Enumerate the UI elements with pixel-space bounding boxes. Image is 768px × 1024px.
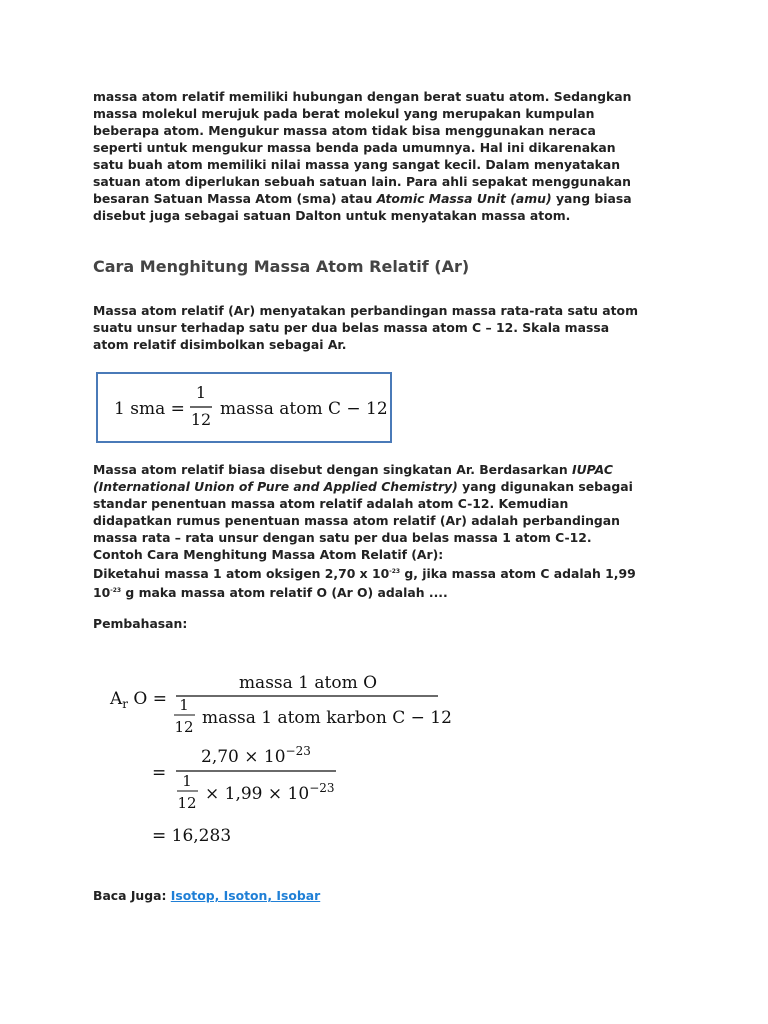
section-heading: Cara Menghitung Massa Atom Relatif (Ar) — [93, 257, 470, 276]
explanation-line: standar penentuan massa atom relatif adalah atom C-12. Kemudian — [93, 496, 569, 511]
related-article-link[interactable]: Isotop, Isoton, Isobar — [170, 888, 321, 903]
amu-term: Atomic Massa Unit (amu) — [376, 191, 552, 206]
definition-line: Massa atom relatif (Ar) menyatakan perbandingan massa rata-rata satu atom — [93, 303, 638, 318]
example-text: 10 — [93, 585, 111, 601]
result: = 16,283 — [152, 826, 232, 846]
denominator-1: massa 1 atom karbon C − 12 — [202, 708, 452, 728]
pembahasan-label: Pembahasan: — [93, 616, 188, 631]
example-text: g, jika massa atom C adalah 1,99 — [400, 566, 636, 582]
explanation-line-1 — [93, 461, 713, 478]
ar-symbol: $A_r$ O = — [110, 689, 168, 711]
intro-line: satu buah atom memiliki nilai massa yang sangat kecil. Dalam menyatakan — [93, 157, 621, 172]
fraction-denominator: 12 — [190, 410, 212, 429]
iupac-full-name: (International Union of Pure and Applied Chemistry) — [93, 479, 458, 494]
definition-paragraph — [93, 302, 693, 353]
definition-line: atom relatif disimbolkan sebagai Ar. — [93, 337, 347, 352]
intro-line: beberapa atom. Mengukur massa atom tidak bisa menggunakan neraca — [93, 123, 596, 138]
iupac-term: IUPAC — [572, 462, 613, 477]
small-fraction-num: 1 — [179, 696, 189, 714]
intro-line: seperti untuk mengukur massa benda pada umumnya. Hal ini dikarenakan — [93, 140, 616, 155]
explanation-line: massa rata – rata unsur dengan satu per dua belas massa 1 atom C-12. — [93, 530, 592, 545]
intro-paragraph — [93, 88, 693, 224]
numerator-2: $2,70 \times 10^{-23}$ — [201, 744, 311, 767]
example-line-1 — [93, 563, 713, 582]
explanation-line-2 — [93, 478, 713, 495]
denominator-2: × $1,99 \times 10^{-23}$ — [205, 781, 335, 804]
exponent: -23 — [110, 587, 122, 595]
sma-formula — [98, 374, 390, 441]
definition-line: suatu unsur terhadap satu per dua belas massa atom C – 12. Skala massa — [93, 320, 610, 335]
example-line-2 — [93, 582, 713, 601]
intro-line: satuan atom diperlukan sebuah satuan lain. Para ahli sepakat menggunakan — [93, 174, 631, 189]
small-fraction-num-2: 1 — [182, 772, 192, 790]
explanation-paragraph — [93, 461, 713, 601]
small-fraction-den-2: 12 — [177, 794, 197, 812]
example-text: Diketahui massa 1 atom oksigen 2,70 x 10 — [93, 566, 390, 582]
formula-lhs: 1 sma = — [114, 399, 185, 419]
ar-calculation-formula — [108, 662, 468, 852]
intro-line: disebut juga sebagai satuan Dalton untuk menyatakan massa atom. — [93, 208, 571, 223]
equals-sign: = — [152, 763, 167, 783]
intro-text: besaran Satuan Massa Atom (sma) atau — [93, 191, 377, 206]
small-fraction-den: 12 — [174, 718, 194, 736]
read-also-label: Baca Juga: — [93, 888, 167, 903]
numerator-1: massa 1 atom O — [238, 673, 378, 693]
explanation-text: yang digunakan sebagai — [462, 479, 633, 494]
sma-formula-box — [96, 372, 392, 443]
exponent: -23 — [389, 568, 401, 575]
read-also — [93, 887, 320, 904]
intro-line-7 — [93, 190, 693, 207]
explanation-text: Massa atom relatif biasa disebut dengan singkatan Ar. Berdasarkan — [93, 462, 573, 477]
intro-line: massa atom relatif memiliki hubungan dengan berat suatu atom. Sedangkan — [93, 89, 632, 104]
intro-text: yang biasa — [555, 191, 632, 206]
formula-rhs: massa atom C − 12 — [220, 399, 388, 419]
example-heading: Contoh Cara Menghitung Massa Atom Relatif (Ar): — [93, 547, 444, 562]
fraction-numerator: 1 — [195, 383, 207, 402]
example-text: g maka massa atom relatif O (Ar O) adalah .... — [121, 585, 448, 601]
intro-line: massa molekul merujuk pada berat molekul yang merupakan kumpulan — [93, 106, 595, 121]
explanation-line: didapatkan rumus penentuan massa atom relatif (Ar) adalah perbandingan — [93, 513, 620, 528]
